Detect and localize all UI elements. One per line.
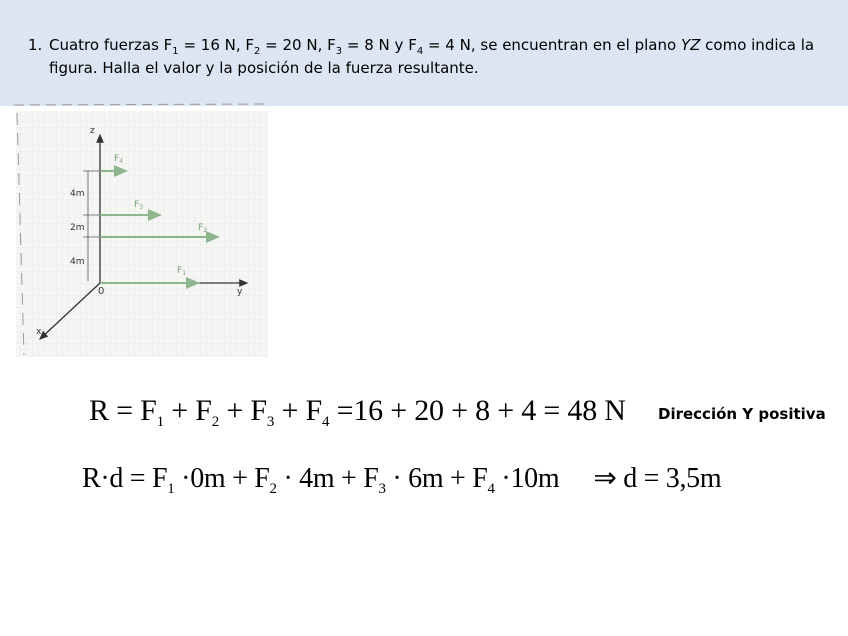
- force-f3-label: $F_3$: [134, 200, 144, 211]
- dimension-label-top: 4m: [70, 189, 85, 199]
- subscript: 2: [254, 46, 261, 57]
- x-axis-label: x: [36, 327, 42, 337]
- eq-subscript: 3: [378, 481, 386, 497]
- direction-note: Dirección Y positiva: [658, 405, 826, 423]
- text-part: Cuatro fuerzas F: [49, 36, 173, 54]
- eq-part: ·0m + F: [174, 463, 270, 494]
- force-f4-label: $F_4$: [114, 154, 124, 165]
- z-axis-label: z: [90, 126, 95, 136]
- eq-part: ·10m: [494, 463, 560, 494]
- eq-part: + F: [219, 394, 267, 427]
- eq-subscript: 2: [211, 414, 220, 430]
- text-part: = 20 N, F: [260, 36, 336, 54]
- origin-label: 0: [98, 286, 105, 297]
- force-f2-label: $F_2$: [198, 223, 208, 234]
- eq-part: =16 + 20 + 8 + 4 = 48 N: [329, 394, 626, 427]
- eq-part: + F: [163, 394, 212, 427]
- eq-subscript: 2: [269, 481, 277, 497]
- figure-top-border: [14, 104, 264, 105]
- eq-subscript: 4: [322, 414, 330, 430]
- dimension-label-bottom: 4m: [70, 257, 85, 267]
- resultant-equation: [89, 394, 626, 428]
- text-part: como indica la figura. Halla el valor y la posición de la fuerza resultante.: [49, 36, 815, 77]
- subscript: 4: [416, 46, 424, 57]
- problem-statement: [28, 34, 838, 80]
- text-part: = 8 N y F: [342, 36, 417, 54]
- problem-number: 1.: [28, 36, 43, 54]
- eq-part: R = F: [89, 394, 157, 427]
- eq-subscript: 4: [487, 481, 495, 497]
- problem-text: [49, 34, 838, 80]
- force-f1-label: $F_1$: [177, 266, 187, 277]
- text-part: = 16 N, F: [178, 36, 255, 54]
- eq-part: + F: [274, 394, 322, 427]
- dimension-label-mid: 2m: [70, 223, 85, 233]
- subscript: 3: [335, 46, 343, 57]
- y-axis-label: y: [237, 287, 243, 297]
- figure-grid: [16, 111, 268, 357]
- problem-header: [0, 0, 848, 106]
- eq-subscript: 1: [167, 481, 175, 497]
- moment-equation: [82, 461, 721, 495]
- text-part: = 4 N, se encuentran en el plano: [423, 36, 681, 54]
- eq-part: · 6m + F: [385, 463, 488, 494]
- force-diagram: [14, 103, 270, 359]
- eq-part: R·d = F: [82, 463, 168, 494]
- eq-subscript: 1: [156, 414, 164, 430]
- eq-part: · 4m + F: [276, 463, 379, 494]
- plane-name: YZ: [680, 36, 701, 54]
- subscript: 1: [172, 46, 179, 57]
- eq-result: ⇒ d = 3,5m: [593, 463, 722, 494]
- eq-subscript: 3: [266, 414, 275, 430]
